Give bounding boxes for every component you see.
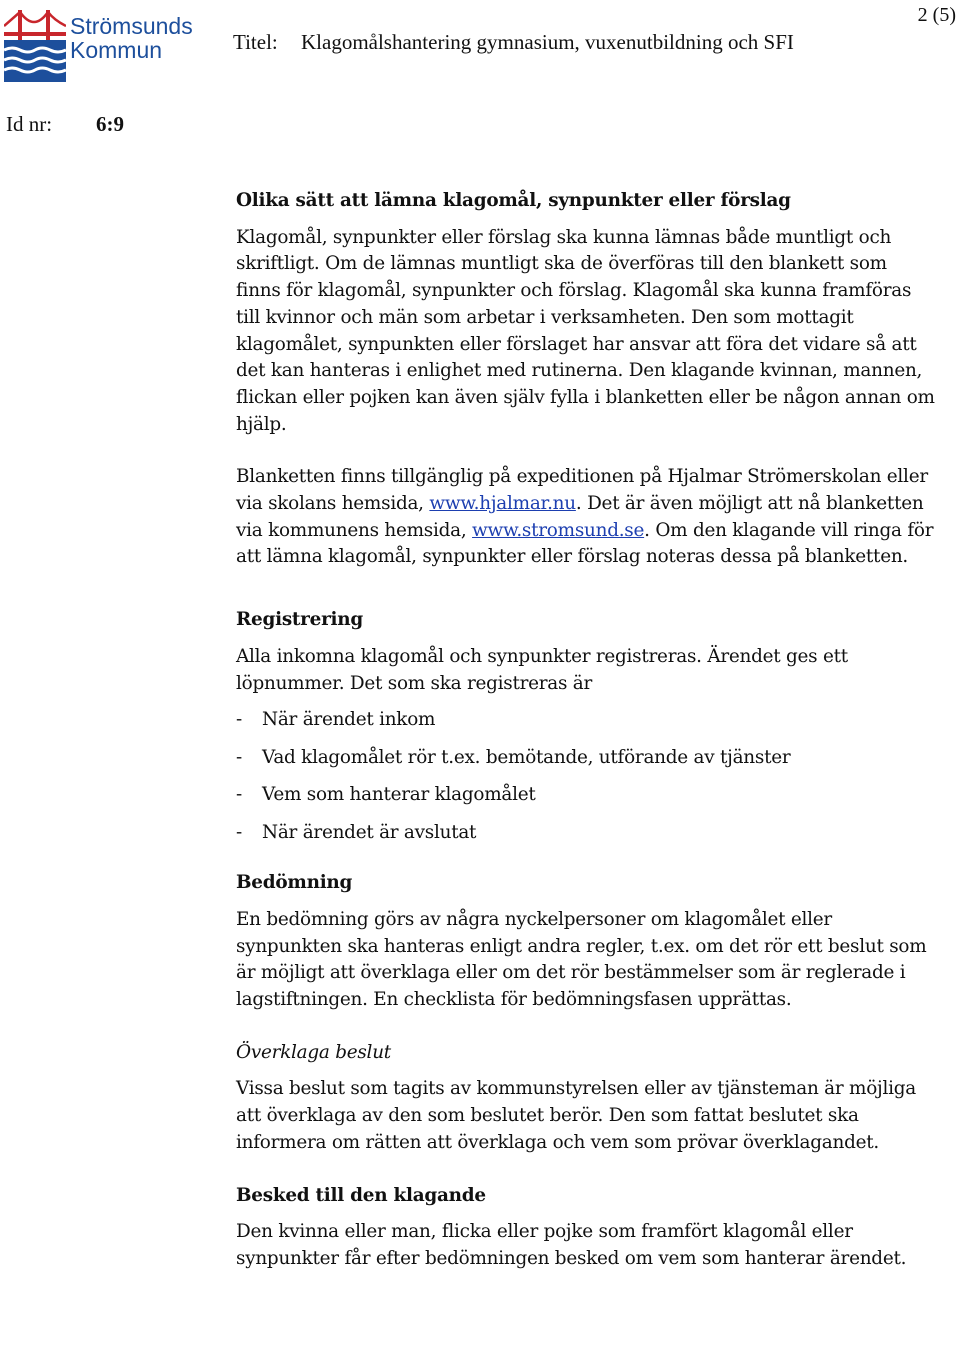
logo-line-1: Strömsunds bbox=[70, 13, 193, 39]
form-text-b: . Det är även möjligt att nå blanketten via kommunens hemsida, bbox=[236, 493, 924, 541]
form-text-a: Blanketten finns tillgänglig på expeditionen på Hjalmar Strömerskolan eller via skolans hemsida, bbox=[236, 466, 928, 515]
paragraph-form-availability bbox=[236, 464, 936, 571]
municipality-logo bbox=[4, 6, 193, 82]
id-label: Id nr: bbox=[6, 112, 53, 136]
list-item: - När ärendet är avslutat bbox=[236, 821, 477, 843]
page-number: 2 (5) bbox=[917, 4, 956, 26]
id-number-row bbox=[6, 112, 124, 137]
form-text-c: . Om den klagande vill ringa för att lämna klagomål, synpunkter eller förslag noteras dessa på blanketten. bbox=[236, 519, 934, 568]
section-heading-notice: Besked till den klagande bbox=[236, 1184, 486, 1206]
section-heading-registration: Registrering bbox=[236, 609, 363, 631]
paragraph-assessment: En bedömning görs av några nyckelpersoner om klagomålet eller synpunkten ska hanteras enligt andra regler, t.ex. om det rör ett beslut som är möjligt att överklaga eller om det rör bestämmelser som är reglerade i lagstiftningen. En checklista för bedömningsfasen upprättas. bbox=[236, 908, 927, 1011]
list-item: - Vem som hanterar klagomålet bbox=[236, 784, 536, 806]
title-value: Klagomålshantering gymnasium, vuxenutbildning och SFI bbox=[301, 30, 794, 54]
paragraph-submit-ways: Klagomål, synpunkter eller förslag ska kunna lämnas både muntligt och skriftligt. Om de lämnas muntligt ska de överföras till den blankett som finns för klagomål, synpunkter och förslag. Klagomål ska kunna framföras till kvinnor och män som arbetar i verksamheten. Den som mottagit klagomålet, synpunkten eller förslaget har ansvar att föra det vidare så att det kan hanteras i enlighet med rutinerna. Den klagande kvinnan, mannen, flickan eller pojken kan även själv fylla i blanketten eller be någon annan om hjälp. bbox=[236, 226, 935, 435]
section-heading-appeal: Överklaga beslut bbox=[236, 1041, 391, 1063]
bridge-logo-icon bbox=[4, 6, 66, 82]
stromsund-link[interactable]: www.stromsund.se bbox=[472, 519, 645, 541]
paragraph-appeal: Vissa beslut som tagits av kommunstyrelsen eller av tjänsteman är möjliga att överklaga av den som beslutet berör. Den som fattat beslutet ska informera om rätten att överklaga och vem som prövar överklagandet. bbox=[236, 1078, 916, 1153]
id-value: 6:9 bbox=[96, 112, 124, 136]
document-body bbox=[236, 188, 936, 1273]
paragraph-notice: Den kvinna eller man, flicka eller pojke som framfört klagomål eller synpunkter får efter bedömningen besked om vem som hanterar ärendet. bbox=[236, 1221, 907, 1269]
logo-line-2: Kommun bbox=[70, 37, 163, 63]
title-label: Titel: bbox=[233, 30, 278, 54]
logo-text bbox=[70, 14, 193, 62]
document-title bbox=[233, 30, 794, 55]
section-heading-assessment: Bedömning bbox=[236, 872, 353, 894]
paragraph-registration: Alla inkomna klagomål och synpunkter registreras. Ärendet ges ett löpnummer. Det som ska registreras är bbox=[236, 645, 848, 694]
list-item: - Vad klagomålet rör t.ex. bemötande, utförande av tjänster bbox=[236, 746, 791, 768]
section-heading-submit: Olika sätt att lämna klagomål, synpunkter eller förslag bbox=[236, 190, 791, 211]
list-item: - När ärendet inkom bbox=[236, 709, 436, 731]
hjalmar-link[interactable]: www.hjalmar.nu bbox=[429, 493, 576, 515]
